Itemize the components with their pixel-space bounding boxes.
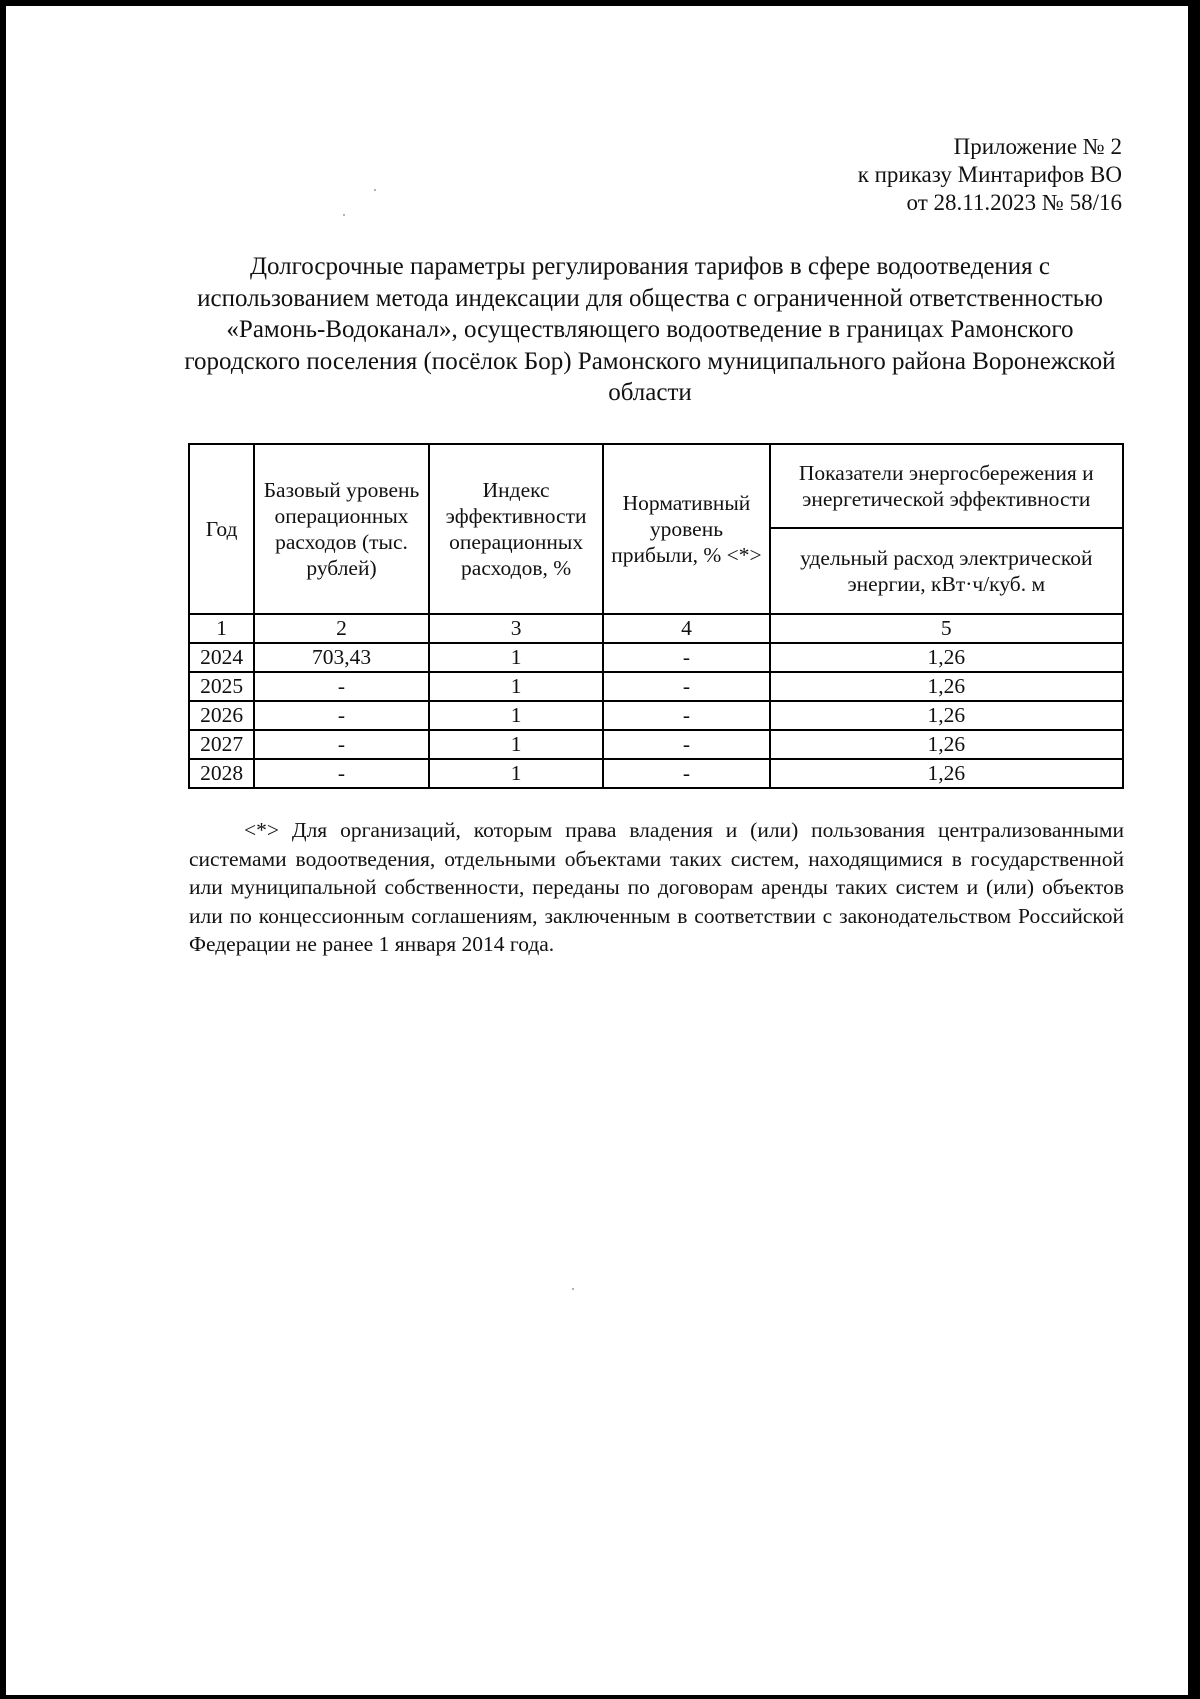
cell-base-level: 703,43 [254,643,429,672]
cell-base-level: - [254,730,429,759]
cell-normative-profit: - [603,643,769,672]
header-energy-group: Показатели энергосбережения и энергетической эффективности [770,444,1123,528]
scan-speck [572,1288,574,1290]
attachment-date: от 28.11.2023 № 58/16 [906,190,1122,215]
cell-efficiency-index: 1 [429,730,604,759]
cell-energy-specific: 1,26 [770,730,1123,759]
tariff-parameters-table [188,443,1124,789]
document-title: Долгосрочные параметры регулирования тарифов в сфере водоотведения с использованием метода индексации для общества с ограниченной ответственностью «Рамонь-Водоканал», осуществляющего водоотведение в границах Рамонского городского поселения (посёлок Бор) Рамонского муниципального района Воронежской области [184,253,1116,406]
footnote: <*> Для организаций, которым права владения и (или) пользования централизованными системами водоотведения, отдельными объектами таких систем, находящимися в государственной или муниципальной собственности, переданы по договорам аренды таких систем и (или) объектов или по концессионным соглашениям, заключенным в соответствии с законодательством Российской Федерации не ранее 1 января 2014 года. [189,818,1124,956]
scan-speck [374,189,376,191]
table-row [189,759,1123,788]
attachment-reference [622,133,1122,217]
header-year: Год [189,444,254,614]
cell-normative-profit: - [603,672,769,701]
cell-year: 2025 [189,672,254,701]
header-normative-profit: Нормативный уровень прибыли, % <*> [603,444,769,614]
cell-year: 2024 [189,643,254,672]
cell-normative-profit: - [603,701,769,730]
cell-energy-specific: 1,26 [770,643,1123,672]
column-number: 3 [429,614,604,643]
cell-year: 2027 [189,730,254,759]
table-row [189,730,1123,759]
table-row [189,701,1123,730]
cell-year: 2028 [189,759,254,788]
cell-efficiency-index: 1 [429,643,604,672]
header-efficiency-index: Индекс эффективности операционных расходов, % [429,444,604,614]
cell-normative-profit: - [603,759,769,788]
cell-base-level: - [254,759,429,788]
cell-base-level: - [254,701,429,730]
scan-speck [343,214,345,216]
cell-efficiency-index: 1 [429,672,604,701]
column-number: 1 [189,614,254,643]
column-number: 5 [770,614,1123,643]
cell-energy-specific: 1,26 [770,672,1123,701]
table-row [189,672,1123,701]
attachment-number: Приложение № 2 [953,134,1122,159]
cell-efficiency-index: 1 [429,759,604,788]
cell-energy-specific: 1,26 [770,701,1123,730]
table-row [189,643,1123,672]
header-energy-specific: удельный расход электрической энергии, кВт·ч/куб. м [770,528,1123,614]
cell-normative-profit: - [603,730,769,759]
column-number: 2 [254,614,429,643]
column-number: 4 [603,614,769,643]
header-base-level: Базовый уровень операционных расходов (тыс. рублей) [254,444,429,614]
cell-energy-specific: 1,26 [770,759,1123,788]
cell-year: 2026 [189,701,254,730]
column-number-row [189,614,1123,643]
attachment-order: к приказу Минтарифов ВО [857,162,1122,187]
cell-base-level: - [254,672,429,701]
cell-efficiency-index: 1 [429,701,604,730]
